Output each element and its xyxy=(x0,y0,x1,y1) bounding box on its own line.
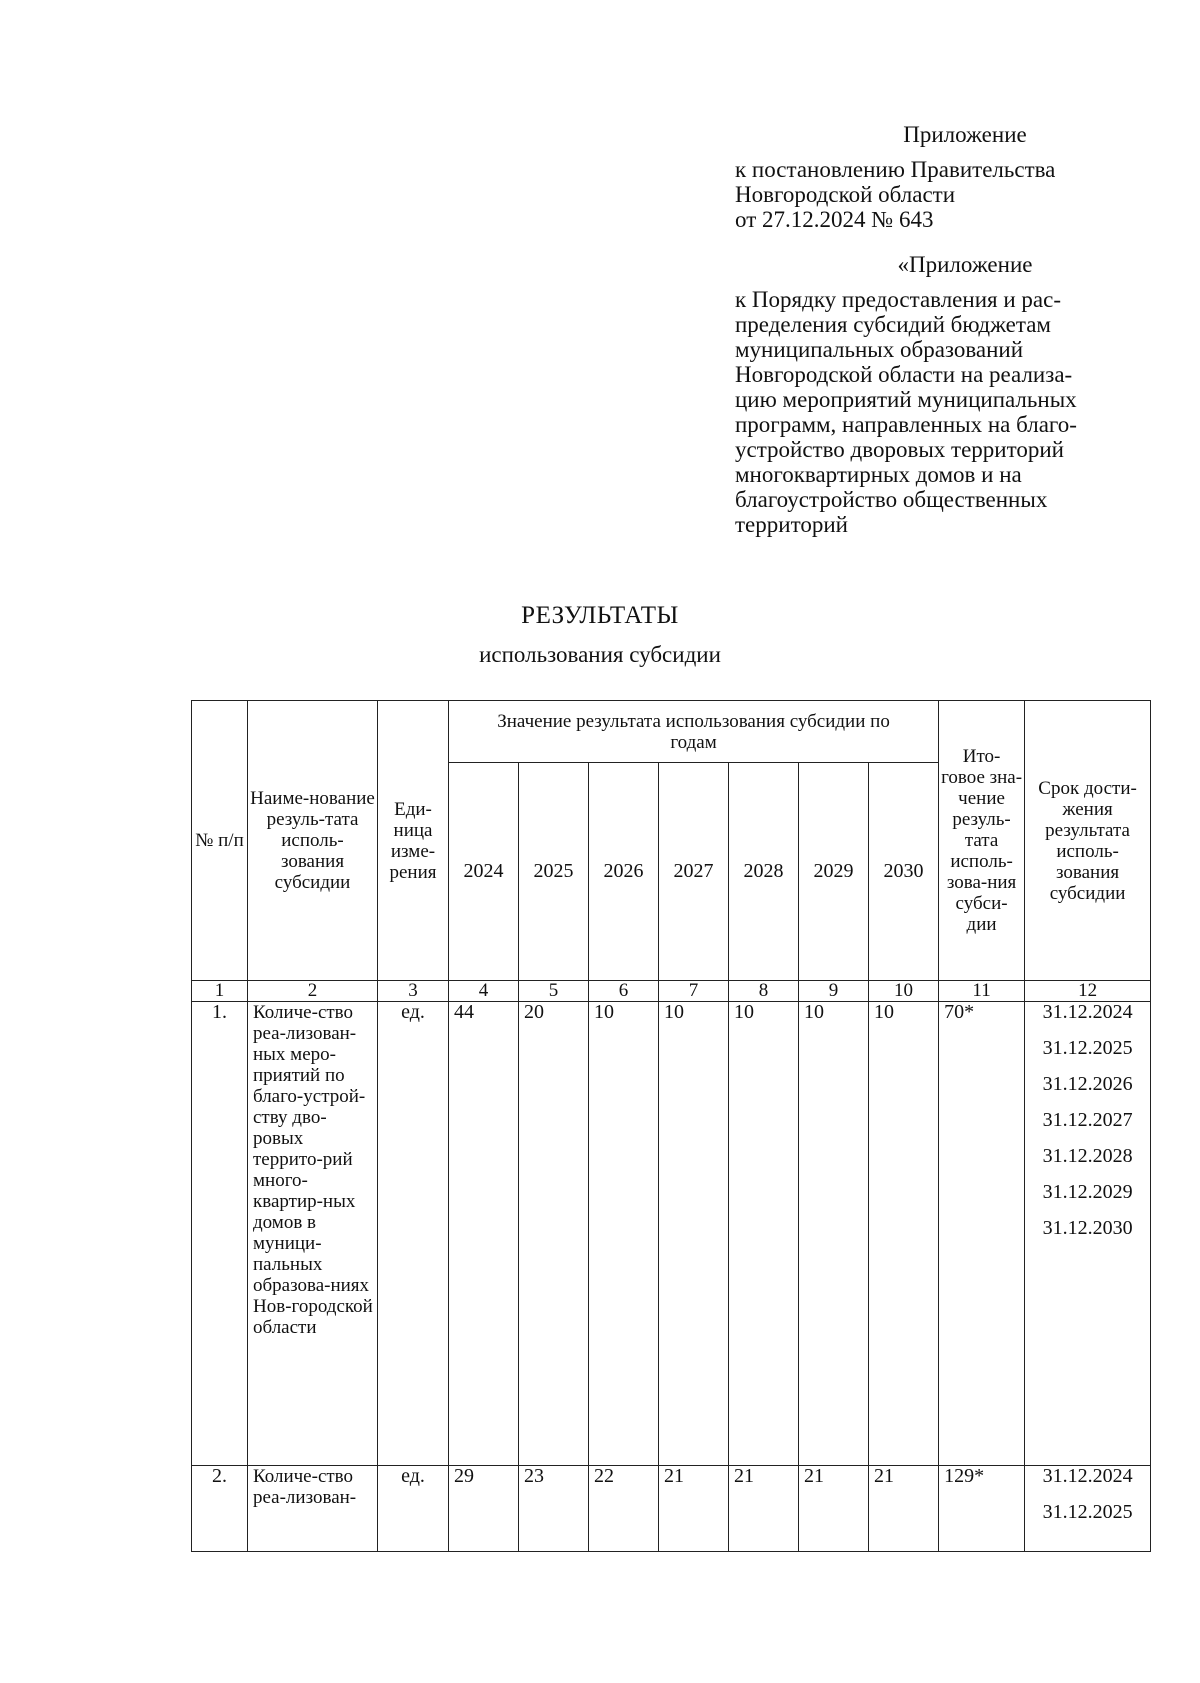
header-num: № п/п xyxy=(192,701,248,981)
appendix-line: от 27.12.2024 № 643 xyxy=(735,207,934,232)
column-number: 1 xyxy=(192,981,248,1002)
inner-appendix-line: цию мероприятий муниципальных xyxy=(735,387,1077,412)
column-number: 8 xyxy=(729,981,799,1002)
inner-appendix-line: Новгородской области на реализа- xyxy=(735,362,1073,387)
appendix-line: Новгородской области xyxy=(735,182,956,207)
row-value-2026: 10 xyxy=(589,1002,659,1466)
inner-appendix-line: территорий xyxy=(735,512,848,537)
inner-appendix-line: пределения субсидий бюджетам xyxy=(735,312,1051,337)
deadline-date: 31.12.2028 xyxy=(1042,1145,1133,1167)
header-year-2028: 2028 xyxy=(729,763,799,981)
deadline-date: 31.12.2026 xyxy=(1042,1073,1133,1095)
header-year-2027: 2027 xyxy=(659,763,729,981)
document-title: РЕЗУЛЬТАТЫ xyxy=(521,602,679,629)
inner-appendix-line: благоустройство общественных xyxy=(735,487,1048,512)
results-table xyxy=(191,700,1151,1552)
appendix-header xyxy=(735,122,1155,537)
column-number: 6 xyxy=(589,981,659,1002)
row-total: 70* xyxy=(939,1002,1025,1466)
column-number: 11 xyxy=(939,981,1025,1002)
column-number: 5 xyxy=(519,981,589,1002)
row-value-2025: 23 xyxy=(519,1466,589,1552)
column-number: 7 xyxy=(659,981,729,1002)
inner-appendix-line: муниципальных образований xyxy=(735,337,1024,362)
header-values-group: Значение результата использования субсидии по годам xyxy=(449,701,939,763)
header-year-2025: 2025 xyxy=(519,763,589,981)
column-number: 10 xyxy=(869,981,939,1002)
deadline-date: 31.12.2027 xyxy=(1042,1109,1133,1131)
inner-appendix-line: устройство дворовых территорий xyxy=(735,437,1064,462)
header-unit: Еди-ница изме-рения xyxy=(378,701,449,981)
header-year-2029: 2029 xyxy=(799,763,869,981)
header-year-2030: 2030 xyxy=(869,763,939,981)
deadline-date: 31.12.2025 xyxy=(1042,1037,1133,1059)
deadline-date: 31.12.2030 xyxy=(1042,1217,1133,1239)
column-number: 4 xyxy=(449,981,519,1002)
row-value-2024: 29 xyxy=(449,1466,519,1552)
row-name: Количе-ство реа-лизован-ных меро-приятий по благо-устрой-ству дво-ровых террито-рий много-квартир-ных домов в муници-пальных образова-ниях Нов-городской области xyxy=(248,1002,378,1466)
inner-appendix-line: многоквартирных домов и на xyxy=(735,462,1022,487)
row-value-2028: 21 xyxy=(729,1466,799,1552)
row-value-2028: 10 xyxy=(729,1002,799,1466)
appendix-title: Приложение xyxy=(903,122,1027,147)
row-value-2027: 10 xyxy=(659,1002,729,1466)
column-number: 2 xyxy=(248,981,378,1002)
row-value-2027: 21 xyxy=(659,1466,729,1552)
header-deadline: Срок дости-жения результата исполь-зования субсидии xyxy=(1025,701,1151,981)
column-number: 9 xyxy=(799,981,869,1002)
inner-appendix-line: программ, направленных на благо- xyxy=(735,412,1077,437)
row-value-2029: 10 xyxy=(799,1002,869,1466)
row-value-2029: 21 xyxy=(799,1466,869,1552)
deadline-date: 31.12.2025 xyxy=(1042,1501,1133,1523)
header-year-2026: 2026 xyxy=(589,763,659,981)
row-unit: ед. xyxy=(378,1002,449,1466)
inner-appendix-title: «Приложение xyxy=(897,252,1033,277)
deadline-date: 31.12.2024 xyxy=(1042,1001,1133,1023)
header-year-2024: 2024 xyxy=(449,763,519,981)
row-deadlines xyxy=(1025,1466,1151,1552)
row-value-2030: 21 xyxy=(869,1466,939,1552)
row-value-2026: 22 xyxy=(589,1466,659,1552)
deadline-date: 31.12.2024 xyxy=(1042,1465,1133,1487)
row-value-2024: 44 xyxy=(449,1002,519,1466)
column-number: 12 xyxy=(1025,981,1151,1002)
row-num: 1. xyxy=(192,1002,248,1466)
row-deadlines xyxy=(1025,1002,1151,1466)
document-subtitle: использования субсидии xyxy=(479,642,721,667)
row-unit: ед. xyxy=(378,1466,449,1552)
row-num: 2. xyxy=(192,1466,248,1552)
column-number-row xyxy=(192,981,1151,1002)
row-name: Количе-ство реа-лизован- xyxy=(248,1466,378,1552)
inner-appendix-line: к Порядку предоставления и рас- xyxy=(735,287,1061,312)
row-total: 129* xyxy=(939,1466,1025,1552)
table-row xyxy=(192,1466,1151,1552)
table-row xyxy=(192,1002,1151,1466)
header-name: Наиме-нование резуль-тата исполь-зования субсидии xyxy=(248,701,378,981)
appendix-line: к постановлению Правительства xyxy=(735,157,1056,182)
deadline-date: 31.12.2029 xyxy=(1042,1181,1133,1203)
header-total: Ито-говое зна-чение резуль-тата исполь-зова-ния субси-дии xyxy=(939,701,1025,981)
row-value-2025: 20 xyxy=(519,1002,589,1466)
column-number: 3 xyxy=(378,981,449,1002)
row-value-2030: 10 xyxy=(869,1002,939,1466)
